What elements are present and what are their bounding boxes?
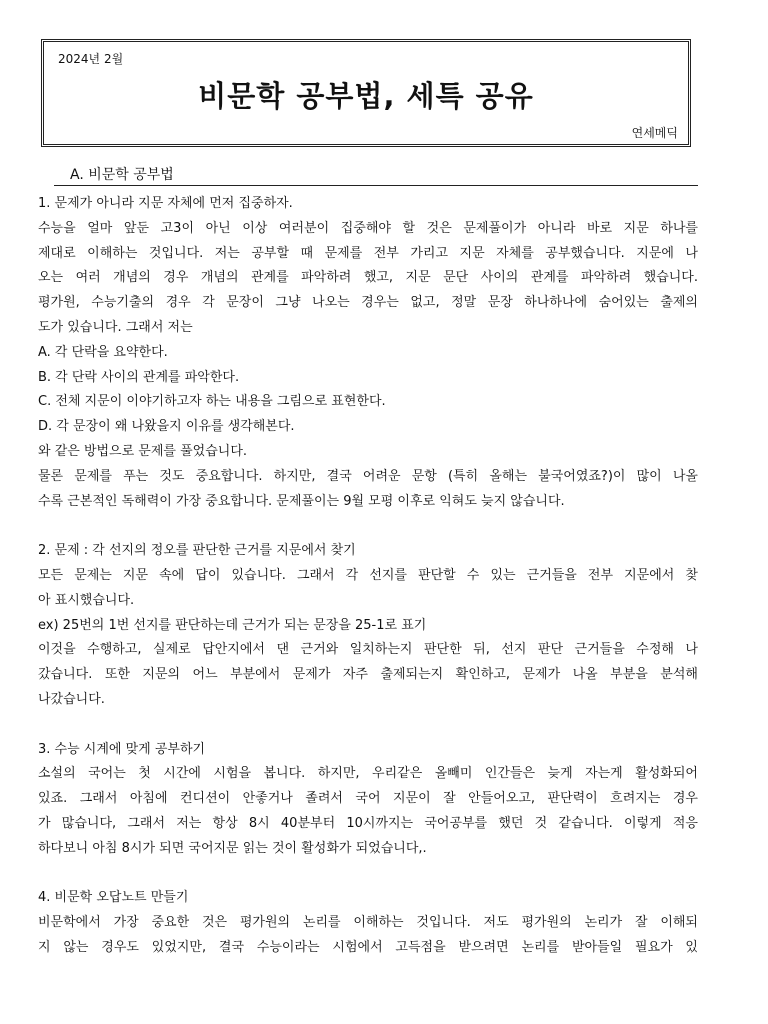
list-item: D. 각 문장이 왜 나왔을지 이유를 생각해본다. (38, 419, 295, 435)
paragraph-line: 하다보니 아침 8시가 되면 국어지문 읽는 것이 활성화가 되었습니다,. (38, 840, 427, 856)
list-item: A. 각 단락을 요약한다. (38, 344, 168, 360)
paragraph-line: 평가원, 수능기출의 경우 각 문장이 그냥 나오는 경우는 없고, 정말 문장 하나하나에 숨어있는 출제의 (38, 295, 698, 311)
paragraph-line: 이것을 수행하고, 실제로 답안지에서 댄 근거와 일치하는지 판단한 뒤, 선지 판단 근거들을 수정해 나 (38, 642, 698, 658)
paragraph-line: 아 표시했습니다. (38, 592, 135, 608)
paragraph-line: 와 같은 방법으로 문제를 풀었습니다. (38, 443, 248, 459)
paragraph-line: 도가 있습니다. 그래서 저는 (38, 319, 193, 335)
spacer (38, 862, 698, 887)
paragraph-line: 물론 문제를 푸는 것도 중요합니다. 하지만, 결국 어려운 문항 (특히 올해는 불국어였죠?)이 많이 나올 (38, 468, 698, 484)
example-line: ex) 25번의 1번 선지를 판단하는데 근거가 되는 문장을 25-1로 표기 (38, 617, 427, 633)
block-1-title: 1. 문제가 아니라 지문 자체에 먼저 집중하자. (38, 196, 293, 211)
list-item: C. 전체 지문이 이야기하고자 하는 내용을 그림으로 표현한다. (38, 394, 386, 410)
paragraph-line: 오는 여러 개념의 경우 개념의 관계를 파악하려 했고, 지문 문단 사이의 관계를 파악하려 했습니다. (38, 270, 698, 286)
list-item: B. 각 단락 사이의 관계를 파악한다. (38, 369, 240, 385)
paragraph-line: 수능을 얼마 앞둔 고3이 아닌 이상 여러분이 집중해야 할 것은 문제풀이가 아니라 바로 지문 하나를 (38, 220, 698, 236)
paragraph-line: 지 않는 경우도 있었지만, 결국 수능이라는 시험에서 고득점을 받으려면 논리를 받아들일 필요가 있 (38, 939, 698, 955)
document-title: 비문학 공부법, 세특 공유 (198, 79, 534, 113)
document-header (41, 39, 691, 147)
spacer (38, 514, 698, 539)
paragraph-line: 제대로 이해하는 것입니다. 저는 공부할 때 문제를 전부 가리고 지문 자체를 공부했습니다. 지문에 나 (38, 245, 698, 261)
document-author: 연세메딕 (631, 126, 678, 140)
spacer (38, 713, 698, 738)
paragraph-line: 나갔습니다. (38, 691, 105, 707)
block-3-title: 3. 수능 시계에 맞게 공부하기 (38, 741, 206, 757)
section-heading-label: A. 비문학 공부법 (70, 167, 174, 183)
block-4-title: 4. 비문학 오답노트 만들기 (38, 890, 189, 906)
block-2-title: 2. 문제 : 각 선지의 정오를 판단한 근거를 지문에서 찾기 (38, 543, 356, 559)
document-body (38, 192, 698, 961)
document-date: 2024년 2월 (58, 52, 124, 66)
paragraph-line: 모든 문제는 지문 속에 답이 있습니다. 그래서 각 선지를 판단할 수 있는 근거들을 전부 지문에서 찾 (38, 567, 698, 583)
paragraph-line: 소설의 국어는 첫 시간에 시험을 봅니다. 하지만, 우리같은 올빼미 인간들은 늦게 자는게 활성화되어 (38, 766, 698, 782)
paragraph-line: 갔습니다. 또한 지문의 어느 부분에서 문제가 자주 출제되는지 확인하고, 문제가 나올 부분을 분석해 (38, 667, 698, 683)
paragraph-line: 수록 근본적인 독해력이 가장 중요합니다. 문제풀이는 9월 모평 이후로 익혀도 늦지 않습니다. (38, 493, 565, 509)
section-heading (54, 163, 698, 186)
paragraph-line: 비문학에서 가장 중요한 것은 평가원의 논리를 이해하는 것입니다. 저도 평가원의 논리가 잘 이해되 (38, 915, 698, 931)
paragraph-line: 가 많습니다, 그래서 저는 항상 8시 40분부터 10시까지는 국어공부를 했던 것 같습니다. 이렇게 적응 (38, 815, 698, 831)
paragraph-line: 있죠. 그래서 아침에 컨디션이 안좋거나 졸려서 국어 지문이 잘 안들어오고, 판단력이 흐려지는 경우 (38, 791, 698, 807)
